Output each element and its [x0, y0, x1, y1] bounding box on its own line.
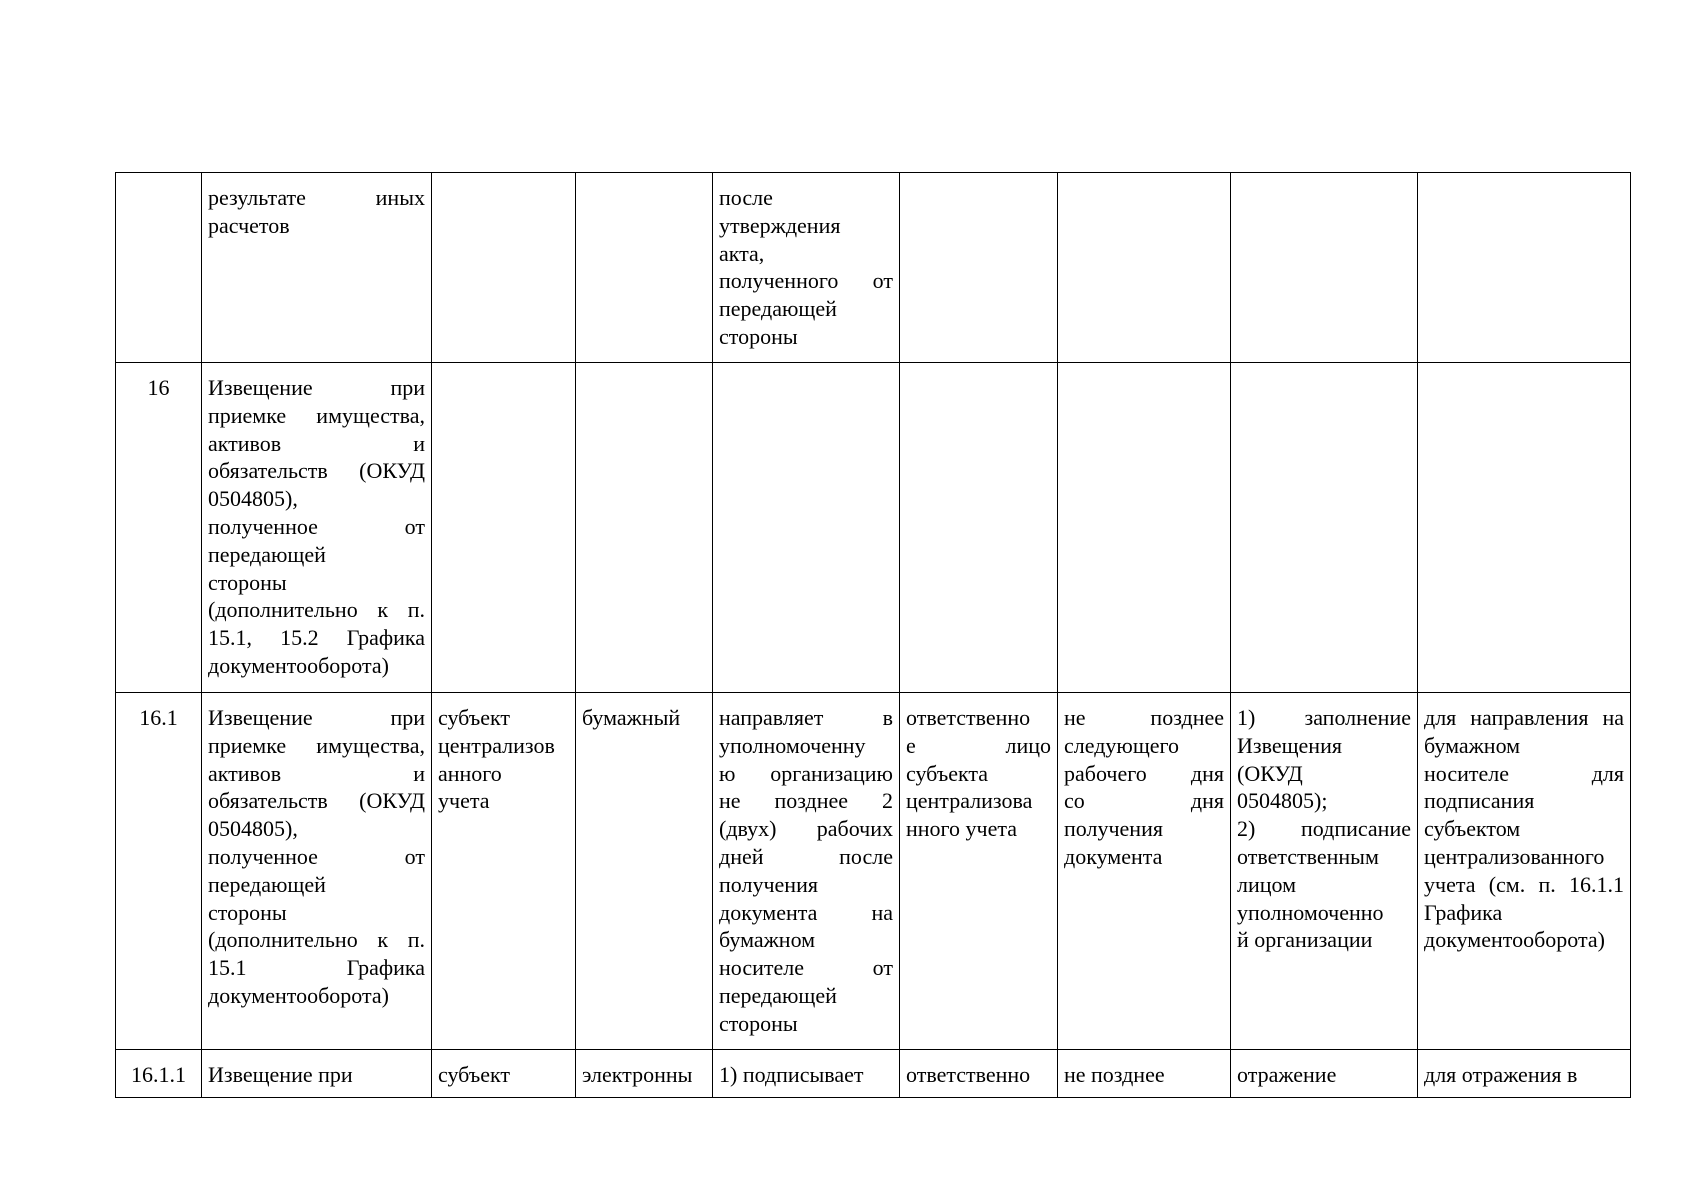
cell-text-line: документооборота) — [208, 982, 389, 1008]
cell-text-line: 2) подписание — [1237, 816, 1411, 842]
responsible-cell — [900, 173, 1058, 363]
cell-text-line: со дня — [1064, 788, 1224, 814]
cell-text-line: 1) подписывает — [719, 1062, 864, 1087]
cell-text-line: уполномоченно — [1237, 899, 1384, 925]
table-row — [116, 363, 1631, 693]
purpose-cell — [1418, 693, 1631, 1050]
table-row — [116, 173, 1631, 363]
transfer-term-cell — [713, 1050, 900, 1098]
subject-cell — [432, 1050, 576, 1098]
action-cell — [1231, 363, 1418, 693]
cell-text-line: нного учета — [906, 816, 1017, 842]
cell-text-line: 15.1, 15.2 Графика — [208, 625, 425, 651]
document-name-cell — [202, 1050, 432, 1098]
transfer-term-cell — [713, 363, 900, 693]
responsible-cell — [900, 693, 1058, 1050]
processing-term-cell — [1058, 693, 1231, 1050]
cell-text-line: стороны — [208, 569, 287, 595]
cell-text-line: ответственно — [906, 705, 1031, 730]
transfer-term-cell — [713, 173, 900, 363]
document-name-cell — [202, 693, 432, 1050]
cell-text-line: для направления на — [1424, 705, 1624, 730]
cell-text-line: рабочего дня — [1064, 760, 1224, 786]
cell-text-line: не позднее 2 — [719, 788, 893, 814]
responsible-cell — [900, 1050, 1058, 1098]
cell-text-line: обязательств (ОКУД — [208, 458, 425, 484]
cell-text-line: (дополнительно к п. — [208, 597, 425, 623]
document-flow-table — [115, 172, 1631, 1098]
cell-text-line: получения — [719, 871, 818, 897]
cell-text-line: 15.1 Графика — [208, 955, 425, 981]
cell-text-line: носителе от — [719, 955, 893, 981]
cell-text-line: бумажном — [1424, 732, 1521, 758]
cell-text-line: стороны — [719, 1010, 798, 1036]
subject-cell — [432, 173, 576, 363]
cell-text-line: субъект — [438, 1062, 510, 1087]
cell-text-line: передающей — [719, 296, 837, 322]
cell-text-line: акта, — [719, 240, 765, 266]
cell-text-line: Извещение при — [208, 705, 425, 730]
table-body — [116, 173, 1631, 1098]
cell-text-line: учета (см. п. 16.1.1 — [1424, 871, 1624, 897]
cell-text-line: Извещение при — [208, 1062, 353, 1087]
cell-text-line: лицом — [1237, 871, 1297, 897]
cell-text-line: электронны — [582, 1062, 693, 1087]
cell-text-line: е лицо — [906, 732, 1051, 758]
cell-text-line: субъектом — [1424, 816, 1521, 842]
action-cell — [1231, 693, 1418, 1050]
cell-text-line: активов и — [208, 760, 425, 786]
cell-text-line: следующего — [1064, 732, 1180, 758]
processing-term-cell — [1058, 173, 1231, 363]
cell-text-line: документооборота) — [208, 652, 389, 678]
transfer-term-cell — [713, 693, 900, 1050]
table-row — [116, 1050, 1631, 1098]
cell-text-line: после — [719, 185, 773, 210]
cell-text-line: стороны — [208, 899, 287, 925]
cell-text-line: полученное от — [208, 843, 425, 869]
cell-text-line: получения — [1064, 816, 1163, 842]
form-cell — [576, 173, 713, 363]
cell-text-line: документа на — [719, 899, 893, 925]
cell-text-line: передающей — [208, 871, 326, 897]
cell-text-line: 1) заполнение — [1237, 705, 1411, 730]
responsible-cell — [900, 363, 1058, 693]
cell-text-line: не позднее — [1064, 705, 1224, 730]
cell-text-line: полученное от — [208, 513, 425, 539]
cell-text-line: утверждения — [719, 212, 841, 238]
cell-text-line: централизованного — [1424, 843, 1605, 869]
processing-term-cell — [1058, 363, 1231, 693]
purpose-cell — [1418, 1050, 1631, 1098]
cell-text-line: (ОКУД — [1237, 760, 1303, 786]
cell-text-line: приемке имущества, — [208, 732, 425, 758]
cell-text-line: отражение — [1237, 1062, 1337, 1087]
cell-text-line: бумажном — [719, 927, 816, 953]
cell-text-line: 0504805); — [1237, 788, 1328, 814]
cell-text-line: приемке имущества, — [208, 402, 425, 428]
cell-text-line: субъект — [438, 705, 510, 730]
cell-text-line: дней после — [719, 843, 893, 869]
subject-cell — [432, 363, 576, 693]
cell-text-line: направляет в — [719, 705, 893, 730]
cell-text-line: полученного от — [719, 268, 893, 294]
cell-text-line: (дополнительно к п. — [208, 927, 425, 953]
action-cell — [1231, 1050, 1418, 1098]
cell-text-line: Извещения — [1237, 732, 1342, 758]
row-number — [116, 173, 202, 363]
row-number: 16.1.1 — [116, 1050, 202, 1098]
cell-text-line: подписания — [1424, 788, 1535, 814]
cell-text-line: ответственно — [906, 1062, 1031, 1087]
cell-text-line: Извещение при — [208, 375, 425, 400]
cell-text-line: централизов — [438, 732, 555, 758]
row-number: 16.1 — [116, 693, 202, 1050]
cell-text-line: ответственным — [1237, 843, 1379, 869]
document-name-cell — [202, 363, 432, 693]
cell-text-line: й организации — [1237, 927, 1373, 953]
table-row — [116, 693, 1631, 1050]
cell-text-line: документооборота) — [1424, 927, 1605, 953]
cell-text-line: передающей — [719, 982, 837, 1008]
purpose-cell — [1418, 363, 1631, 693]
cell-text-line: учета — [438, 788, 490, 814]
cell-text-line: для отражения в — [1424, 1062, 1578, 1087]
cell-text-line: субъекта — [906, 760, 989, 786]
cell-text-line: Графика — [1424, 899, 1503, 925]
form-cell — [576, 363, 713, 693]
cell-text-line: обязательств (ОКУД — [208, 788, 425, 814]
processing-term-cell — [1058, 1050, 1231, 1098]
cell-text-line: передающей — [208, 541, 326, 567]
cell-text-line: расчетов — [208, 212, 290, 238]
cell-text-line: 0504805), — [208, 486, 298, 512]
cell-text-line: 0504805), — [208, 816, 298, 842]
cell-text-line: результате иных — [208, 185, 425, 210]
cell-text-line: документа — [1064, 843, 1163, 869]
form-cell — [576, 693, 713, 1050]
document-name-cell — [202, 173, 432, 363]
cell-text-line: уполномоченну — [719, 732, 866, 758]
action-cell — [1231, 173, 1418, 363]
form-cell — [576, 1050, 713, 1098]
cell-text-line: (двух) рабочих — [719, 816, 893, 842]
purpose-cell — [1418, 173, 1631, 363]
cell-text-line: стороны — [719, 323, 798, 349]
cell-text-line: анного — [438, 760, 502, 786]
cell-text-line: бумажный — [582, 705, 681, 730]
row-number: 16 — [116, 363, 202, 693]
cell-text-line: централизова — [906, 788, 1033, 814]
cell-text-line: не позднее — [1064, 1062, 1165, 1087]
cell-text-line: активов и — [208, 430, 425, 456]
subject-cell — [432, 693, 576, 1050]
cell-text-line: носителе для — [1424, 760, 1624, 786]
cell-text-line: ю организацию — [719, 760, 893, 786]
